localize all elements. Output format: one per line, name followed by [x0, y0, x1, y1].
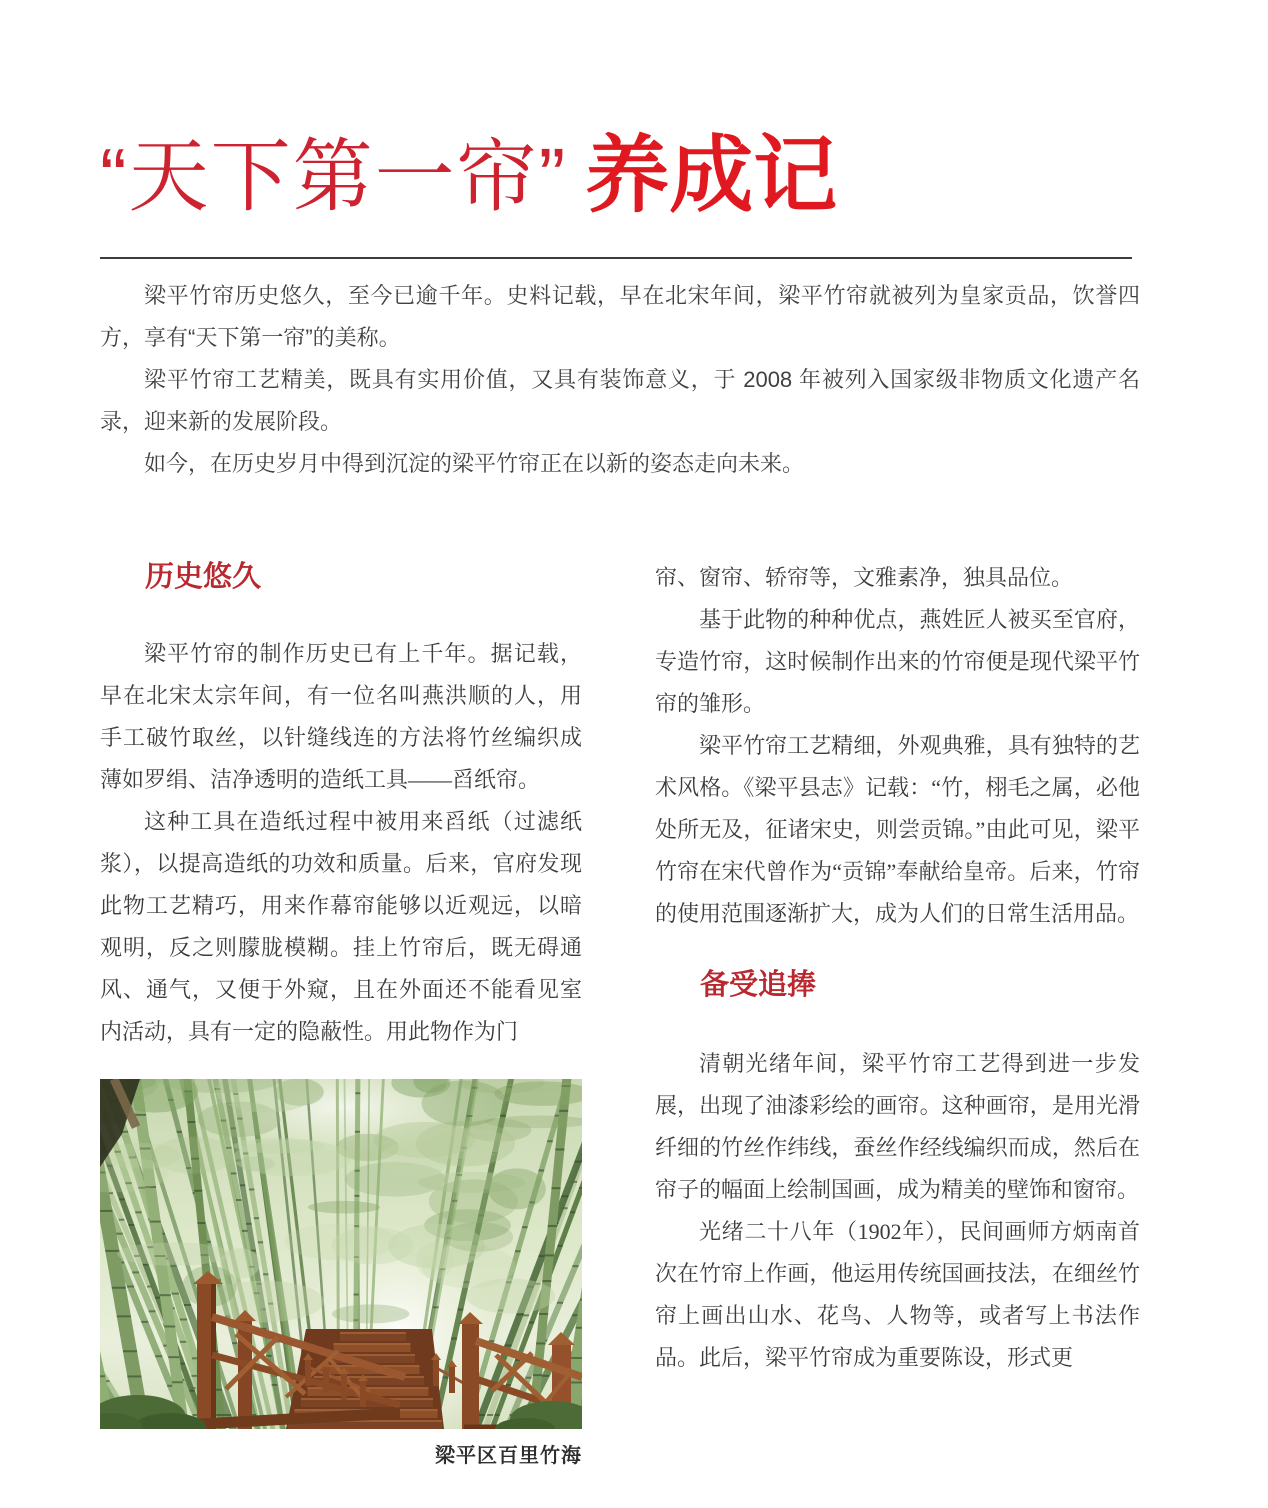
section-heading-history: 历史悠久 [145, 561, 262, 593]
body-paragraph: 梁平竹帘工艺精细，外观典雅，具有独特的艺术风格。《梁平县志》记载：“竹，栩毛之属，必他处所无及，征诸宋史，则尝贡锦。”由此可见，梁平竹帘在宋代曾作为“贡锦”奉献给皇帝。后来，竹帘的使用范围逐渐扩大，成为人们的日常生活用品。 [655, 733, 1140, 926]
body-paragraph: 光绪二十八年（1902年），民间画师方炳南首次在竹帘上作画，他运用传统国画技法，在细丝竹帘上画出山水、花鸟、人物等，或者写上书法作品。此后，梁平竹帘成为重要陈设，形式更 [655, 1219, 1140, 1370]
body-paragraph: 清朝光绪年间，梁平竹帘工艺得到进一步发展，出现了油漆彩绘的画帘。这种画帘，是用光滑纤细的竹丝作纬线，蚕丝作经线编织而成，然后在帘子的幅面上绘制国画，成为精美的壁饰和窗帘。 [655, 1051, 1140, 1202]
body-paragraph: 梁平竹帘的制作历史已有上千年。据记载，早在北宋太宗年间，有一位名叫燕洪顺的人，用手工破竹取丝，以针缝线连的方法将竹丝编织成薄如罗绢、洁净透明的造纸工具——舀纸帘。 [100, 641, 582, 792]
section-heading-popularity: 备受追捧 [700, 969, 817, 1001]
body-paragraph-continuation: 帘、窗帘、轿帘等，文雅素净，独具品位。 [655, 565, 1074, 590]
intro-paragraph: 梁平竹帘工艺精美，既具有实用价值，又具有装饰意义，于 2008 年被列入国家级非物质文化遗产名录，迎来新的发展阶段。 [100, 367, 1140, 434]
photo-caption: 梁平区百里竹海 [435, 1445, 582, 1467]
bamboo-photo-figure [100, 1079, 582, 1468]
title-divider [100, 257, 1132, 259]
bamboo-forest-photo [100, 1079, 582, 1429]
intro-section [100, 275, 1140, 485]
intro-paragraph: 如今，在历史岁月中得到沉淀的梁平竹帘正在以新的姿态走向未来。 [144, 451, 805, 476]
body-paragraph: 这种工具在造纸过程中被用来舀纸（过滤纸浆），以提高造纸的功效和质量。后来，官府发现此物工艺精巧，用来作幕帘能够以近观远，以暗观明，反之则朦胧模糊。挂上竹帘后，既无碍通风、通气，又便于外窥，且在外面还不能看见室内活动，具有一定的隐蔽性。用此物作为门 [100, 809, 582, 1044]
masthead [100, 108, 1140, 259]
right-column [655, 557, 1140, 1468]
page-title-bold: 养成记 [585, 128, 838, 222]
left-column [100, 557, 582, 1468]
page-title [100, 108, 1140, 229]
intro-paragraph: 梁平竹帘历史悠久，至今已逾千年。史料记载，早在北宋年间，梁平竹帘就被列为皇家贡品，饮誉四方，享有“天下第一帘”的美称。 [100, 283, 1140, 350]
page-title-quoted: “天下第一帘” [100, 132, 568, 221]
two-column-body [100, 557, 1140, 1468]
body-paragraph: 基于此物的种种优点，燕姓匠人被买至官府，专造竹帘，这时候制作出来的竹帘便是现代梁平竹帘的雏形。 [655, 607, 1140, 716]
